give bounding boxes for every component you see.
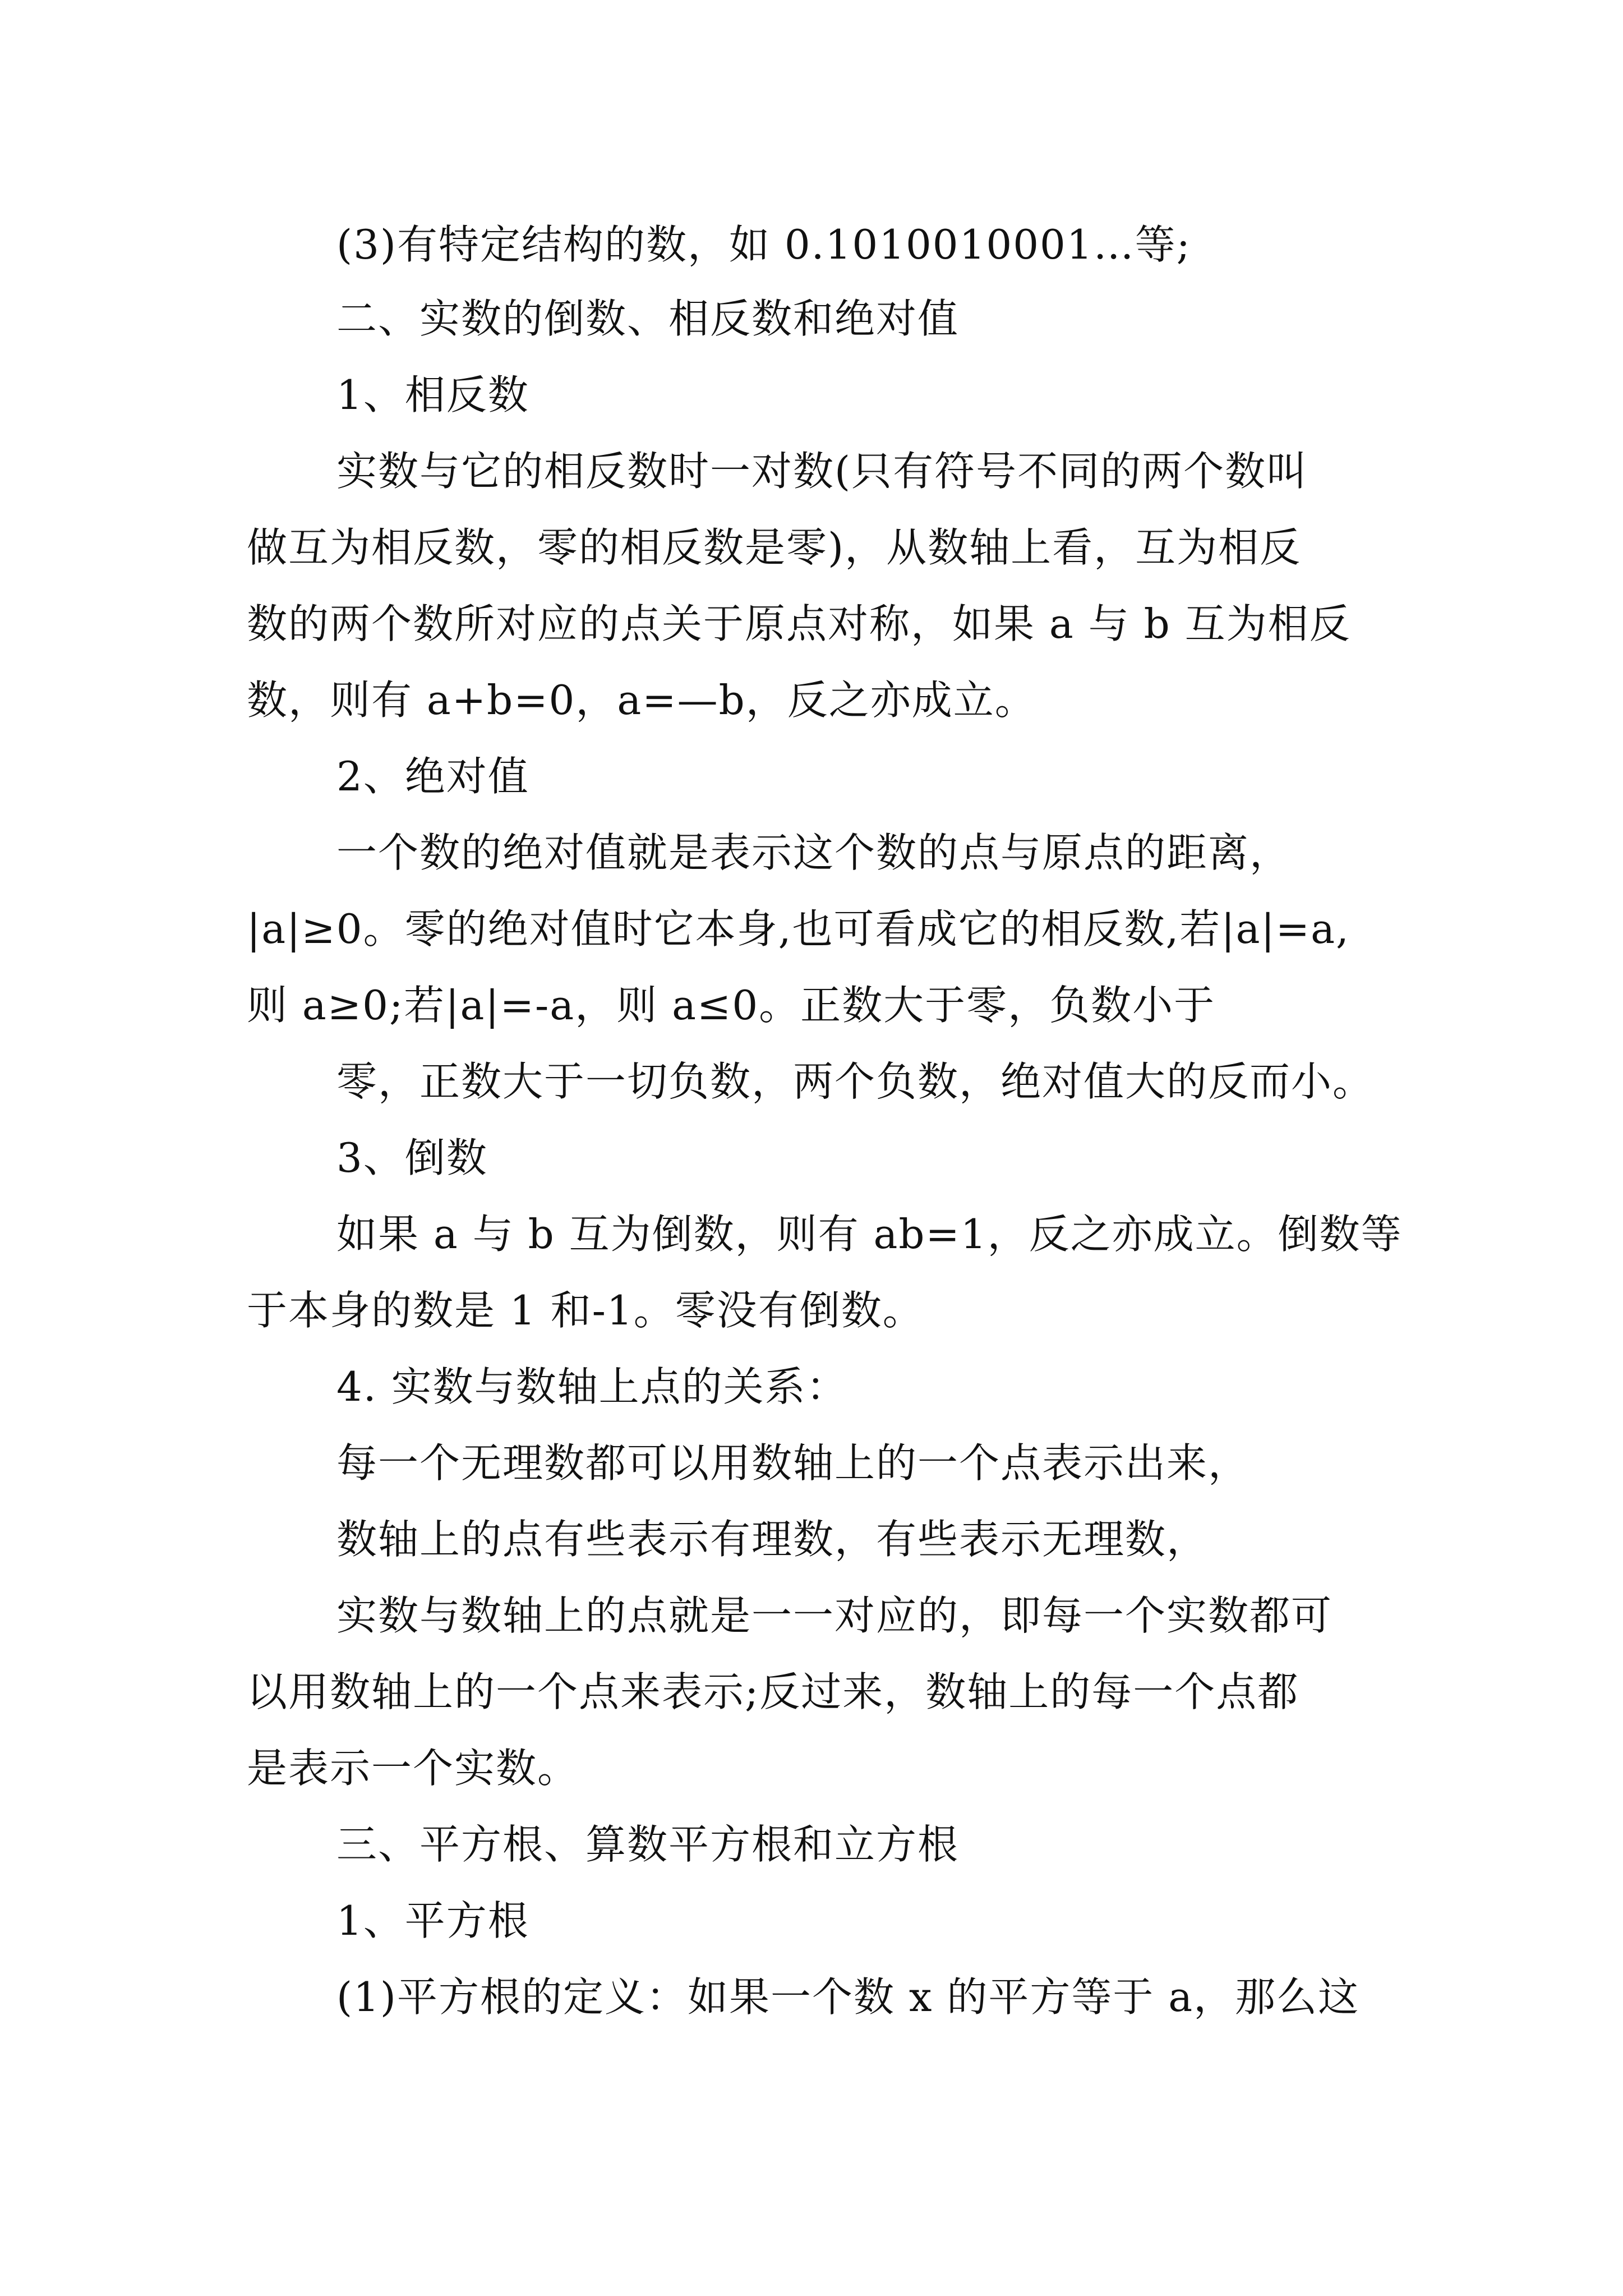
subsection-heading: 2、绝对值 (336, 753, 529, 800)
text-line: |a|≥0。零的绝对值时它本身,也可看成它的相反数,若|a|=a, (247, 905, 1350, 953)
text-line: 则 a≥0;若|a|=-a，则 a≤0。正数大于零，负数小于 (247, 982, 1216, 1029)
subsection-heading: 3、倒数 (336, 1134, 488, 1181)
text-line: (1)平方根的定义：如果一个数 x 的平方等于 a，那么这 (336, 1973, 1360, 2021)
text-line: 每一个无理数都可以用数轴上的一个点表示出来， (336, 1439, 1250, 1487)
text-line: 一个数的绝对值就是表示这个数的点与原点的距离， (336, 829, 1292, 876)
text-line: (3)有特定结构的数，如 0.1010010001…等; (336, 221, 1191, 268)
text-line: 以用数轴上的一个点来表示;反过来，数轴上的每一个点都 (247, 1668, 1299, 1715)
text-line: 是表示一个实数。 (247, 1745, 579, 1792)
text-line: 数，则有 a+b=0，a=—b，反之亦成立。 (247, 677, 1036, 724)
text-line: 实数与它的相反数时一对数(只有符号不同的两个数叫 (336, 448, 1308, 495)
text-line: 做互为相反数，零的相反数是零)，从数轴上看，互为相反 (247, 524, 1302, 571)
text-line: 如果 a 与 b 互为倒数，则有 ab=1，反之亦成立。倒数等 (336, 1211, 1403, 1258)
section-heading: 三、平方根、算数平方根和立方根 (336, 1821, 960, 1868)
text-line: 数的两个数所对应的点关于原点对称，如果 a 与 b 互为相反 (247, 600, 1351, 647)
text-line: 实数与数轴上的点就是一一对应的，即每一个实数都可 (336, 1592, 1333, 1639)
subsection-heading: 4. 实数与数轴上点的关系： (336, 1363, 848, 1410)
section-heading: 二、实数的倒数、相反数和绝对值 (336, 295, 960, 342)
text-line: 于本身的数是 1 和-1。零没有倒数。 (247, 1287, 924, 1334)
text-line: 零，正数大于一切负数，两个负数，绝对值大的反而小。 (336, 1058, 1375, 1105)
text-line: 数轴上的点有些表示有理数，有些表示无理数， (336, 1516, 1209, 1563)
subsection-heading: 1、平方根 (336, 1897, 529, 1944)
subsection-heading: 1、相反数 (336, 371, 529, 418)
